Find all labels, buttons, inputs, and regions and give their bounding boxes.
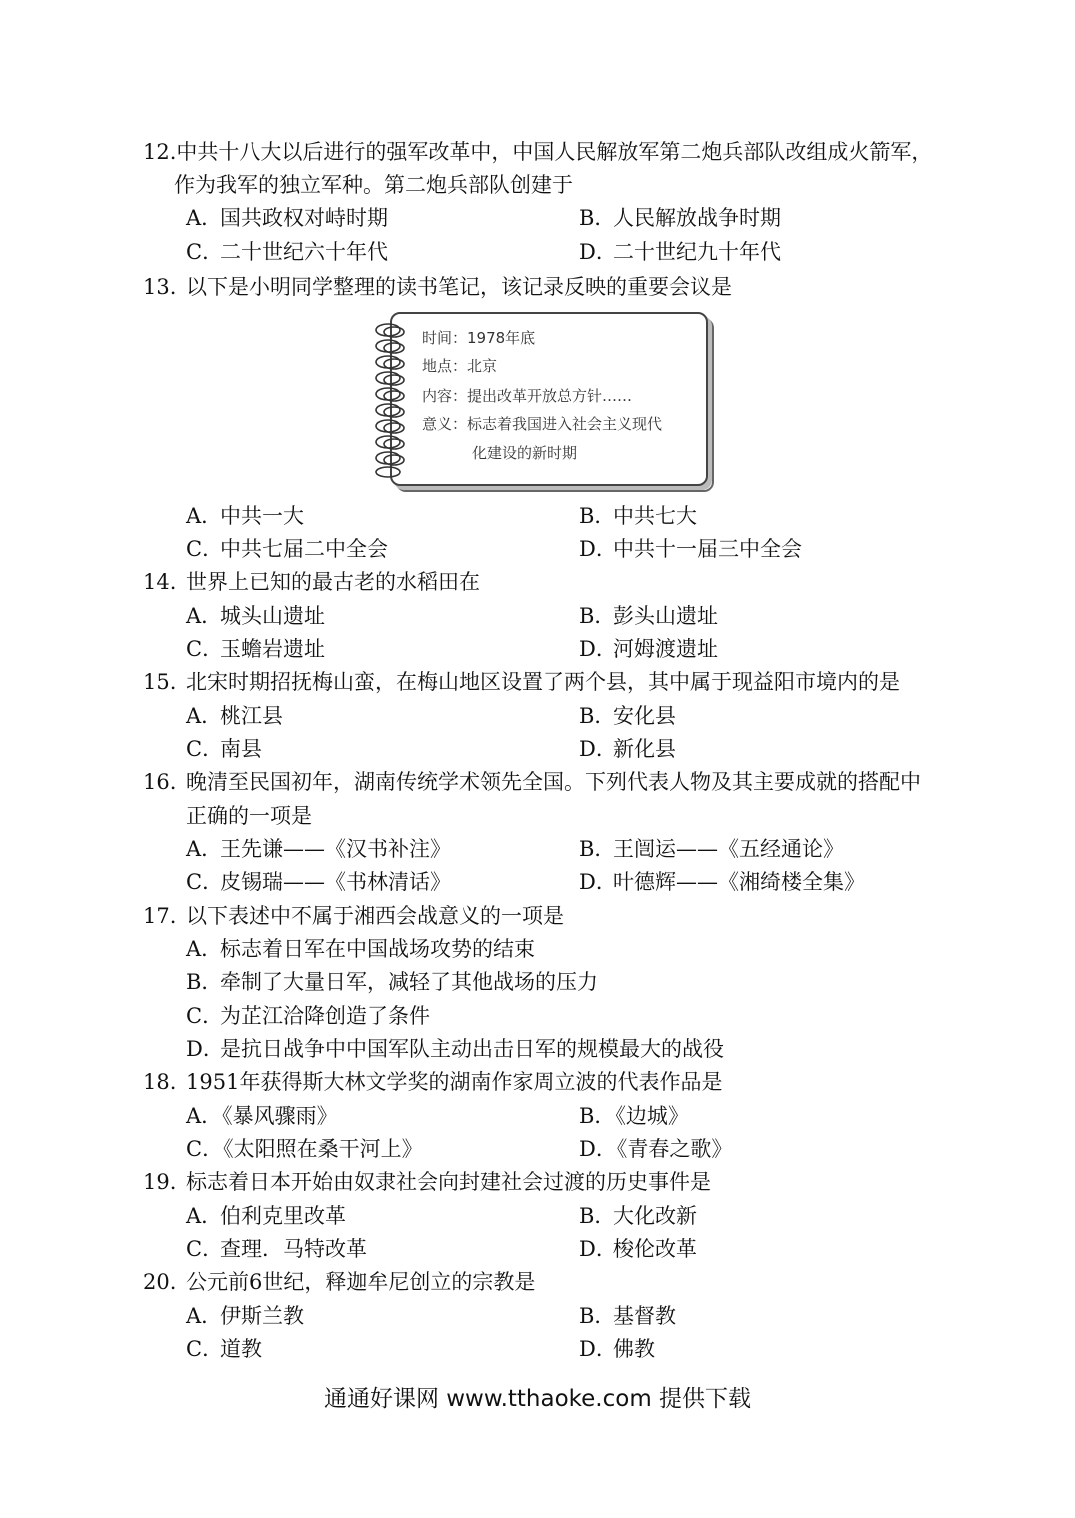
option-text: 伯利克里改革 <box>220 1204 346 1228</box>
question-13-option-d <box>579 535 802 563</box>
option-label: A． <box>186 504 223 528</box>
option-text: 为芷江洽降创造了条件 <box>220 1004 430 1028</box>
question-18-option-d <box>579 1135 732 1163</box>
question-stem: 以下表述中不属于湘西会战意义的一项是 <box>186 904 564 928</box>
option-label: B． <box>579 704 616 728</box>
question-16-option-b <box>579 835 844 863</box>
question-stem: 晚清至民国初年，湖南传统学术领先全国。下列代表人物及其主要成就的搭配中 <box>186 770 921 794</box>
option-text: 中共七大 <box>613 504 697 528</box>
option-text: 《边城》 <box>615 1104 689 1128</box>
question-number: 18. <box>143 1070 177 1094</box>
page-footer: 通通好课网 www.tthaoke.com 提供下载 <box>323 1386 752 1412</box>
question-16-stem-line-2: 正确的一项是 <box>186 804 312 828</box>
question-stem: 中共十八大以后进行的强军改革中，中国人民解放军第二炮兵部队改组成火箭军， <box>176 140 933 164</box>
option-text: 牵制了大量日军，减轻了其他战场的压力 <box>220 970 598 994</box>
option-text: 道教 <box>220 1337 262 1361</box>
question-number: 13. <box>143 275 177 299</box>
option-text: 佛教 <box>613 1337 655 1361</box>
question-17-option-a <box>186 935 535 963</box>
question-number: 14. <box>143 570 177 594</box>
question-12-stem-line-1 <box>143 138 932 166</box>
option-text: 是抗日战争中中国军队主动出击日军的规模最大的战役 <box>220 1037 724 1061</box>
question-stem: 1951年获得斯大林文学奖的湖南作家周立波的代表作品是 <box>186 1070 723 1094</box>
question-13-option-c <box>186 535 388 563</box>
option-text: 大化改新 <box>613 1204 697 1228</box>
question-20-option-c <box>186 1335 262 1363</box>
option-label: D． <box>579 870 617 894</box>
option-text: 二十世纪六十年代 <box>220 240 388 264</box>
option-text: 人民解放战争时期 <box>613 206 781 230</box>
question-stem: 公元前6世纪，释迦牟尼创立的宗教是 <box>186 1270 536 1294</box>
spiral-binding-icon <box>370 320 416 480</box>
question-number: 16. <box>143 770 177 794</box>
option-text: 中共一大 <box>220 504 304 528</box>
question-19-option-a <box>186 1202 346 1230</box>
option-text: 王先谦——《汉书补注》 <box>220 837 451 861</box>
question-18-option-c <box>186 1135 423 1163</box>
question-14-option-c <box>186 635 325 663</box>
question-19-option-c <box>186 1235 367 1263</box>
option-text: 玉蟾岩遗址 <box>220 637 325 661</box>
question-16-option-d <box>579 868 865 896</box>
option-text: 《青春之歌》 <box>616 1137 733 1161</box>
question-16-stem-line-1 <box>143 768 921 796</box>
question-16-option-c <box>186 868 451 896</box>
question-number: 17. <box>143 904 177 928</box>
option-text: 安化县 <box>613 704 676 728</box>
question-17-stem <box>143 902 564 930</box>
option-label: D． <box>579 537 617 561</box>
option-text: 伊斯兰教 <box>220 1304 304 1328</box>
option-text: 王闿运——《五经通论》 <box>613 837 844 861</box>
notebook-line-meaning: 意义：标志着我国进入社会主义现代 <box>422 415 663 433</box>
option-label: D． <box>579 1137 617 1161</box>
option-text: 新化县 <box>613 737 676 761</box>
question-17-option-c <box>186 1002 430 1030</box>
question-stem: 以下是小明同学整理的读书笔记，该记录反映的重要会议是 <box>186 275 732 299</box>
question-17-option-d <box>186 1035 724 1063</box>
question-19-option-b <box>579 1202 697 1230</box>
option-text: 中共十一届三中全会 <box>613 537 802 561</box>
question-19-stem <box>143 1168 711 1196</box>
option-text: 查理．马特改革 <box>220 1237 367 1261</box>
option-text: 叶德辉——《湘绮楼全集》 <box>613 870 865 894</box>
question-15-option-a <box>186 702 283 730</box>
option-label: C． <box>186 537 224 561</box>
option-label: B． <box>579 1304 616 1328</box>
option-label: B． <box>579 206 616 230</box>
option-text: 城头山遗址 <box>220 604 325 628</box>
option-label: C． <box>186 637 224 661</box>
option-text: 《暴风骤雨》 <box>222 1104 338 1128</box>
option-label: A． <box>186 837 223 861</box>
notebook-line-meaning-cont: 化建设的新时期 <box>472 444 578 462</box>
option-text: 标志着日军在中国战场攻势的结束 <box>220 937 535 961</box>
question-12-option-d <box>579 238 781 266</box>
question-14-option-a <box>186 602 325 630</box>
question-stem: 北宋时期招抚梅山蛮，在梅山地区设置了两个县，其中属于现益阳市境内的是 <box>186 670 900 694</box>
option-label: A． <box>186 1104 223 1128</box>
option-label: A． <box>186 206 223 230</box>
question-18-option-a <box>186 1102 338 1130</box>
option-text: 《太阳照在桑干河上》 <box>223 1137 423 1161</box>
option-text: 梭伦改革 <box>613 1237 697 1261</box>
option-label: D． <box>579 737 617 761</box>
option-text: 二十世纪九十年代 <box>613 240 781 264</box>
option-label: D． <box>579 637 617 661</box>
option-label: D． <box>579 1237 617 1261</box>
option-label: A． <box>186 937 223 961</box>
question-14-option-d <box>579 635 718 663</box>
question-number: 15. <box>143 670 177 694</box>
question-15-stem <box>143 668 900 696</box>
option-label: B． <box>579 837 616 861</box>
option-text: 中共七届二中全会 <box>220 537 388 561</box>
question-20-option-d <box>579 1335 655 1363</box>
option-label: D． <box>186 1037 224 1061</box>
option-text: 皮锡瑞——《书林清话》 <box>220 870 451 894</box>
reading-notes-card <box>370 312 710 488</box>
question-14-option-b <box>579 602 718 630</box>
option-label: C． <box>186 240 224 264</box>
option-label: C． <box>186 1137 224 1161</box>
question-19-option-d <box>579 1235 697 1263</box>
option-label: C． <box>186 1004 224 1028</box>
option-label: C． <box>186 737 224 761</box>
option-label: B． <box>579 504 616 528</box>
option-label: A． <box>186 1304 223 1328</box>
question-number: 20. <box>143 1270 177 1294</box>
question-stem: 世界上已知的最古老的水稻田在 <box>186 570 480 594</box>
question-12-stem-line-2: 作为我军的独立军种。第二炮兵部队创建于 <box>174 173 573 197</box>
question-number: 19. <box>143 1170 177 1194</box>
question-20-option-b <box>579 1302 676 1330</box>
question-20-option-a <box>186 1302 304 1330</box>
question-12-option-a <box>186 204 388 232</box>
option-label: A． <box>186 604 223 628</box>
option-label: D． <box>579 240 617 264</box>
option-label: A． <box>186 704 223 728</box>
question-12-option-b <box>579 204 781 232</box>
option-label: B． <box>186 970 223 994</box>
option-text: 基督教 <box>613 1304 676 1328</box>
question-13-option-a <box>186 502 304 530</box>
question-15-option-c <box>186 735 262 763</box>
option-text: 桃江县 <box>220 704 283 728</box>
notebook-line-content: 内容：提出改革开放总方针…… <box>422 387 633 405</box>
question-14-stem <box>143 568 480 596</box>
question-15-option-b <box>579 702 676 730</box>
question-number: 12. <box>143 140 177 164</box>
option-text: 国共政权对峙时期 <box>220 206 388 230</box>
option-label: C． <box>186 1237 224 1261</box>
option-label: D． <box>579 1337 617 1361</box>
option-text: 彭头山遗址 <box>613 604 718 628</box>
option-label: B． <box>579 1204 616 1228</box>
question-13-option-b <box>579 502 697 530</box>
question-17-option-b <box>186 968 598 996</box>
question-stem: 标志着日本开始由奴隶社会向封建社会过渡的历史事件是 <box>186 1170 711 1194</box>
question-18-stem <box>143 1068 722 1096</box>
option-label: C． <box>186 870 224 894</box>
option-text: 南县 <box>220 737 262 761</box>
question-12-option-c <box>186 238 388 266</box>
question-18-option-b <box>579 1102 689 1130</box>
notebook-line-time: 时间：1978年底 <box>422 329 536 347</box>
question-13-stem <box>143 273 732 301</box>
option-label: C． <box>186 1337 224 1361</box>
question-16-option-a <box>186 835 451 863</box>
option-text: 河姆渡遗址 <box>613 637 718 661</box>
option-label: A． <box>186 1204 223 1228</box>
option-label: B． <box>579 1104 616 1128</box>
option-label: B． <box>579 604 616 628</box>
notebook-line-place: 地点：北京 <box>422 357 498 375</box>
question-20-stem <box>143 1268 535 1296</box>
question-15-option-d <box>579 735 676 763</box>
